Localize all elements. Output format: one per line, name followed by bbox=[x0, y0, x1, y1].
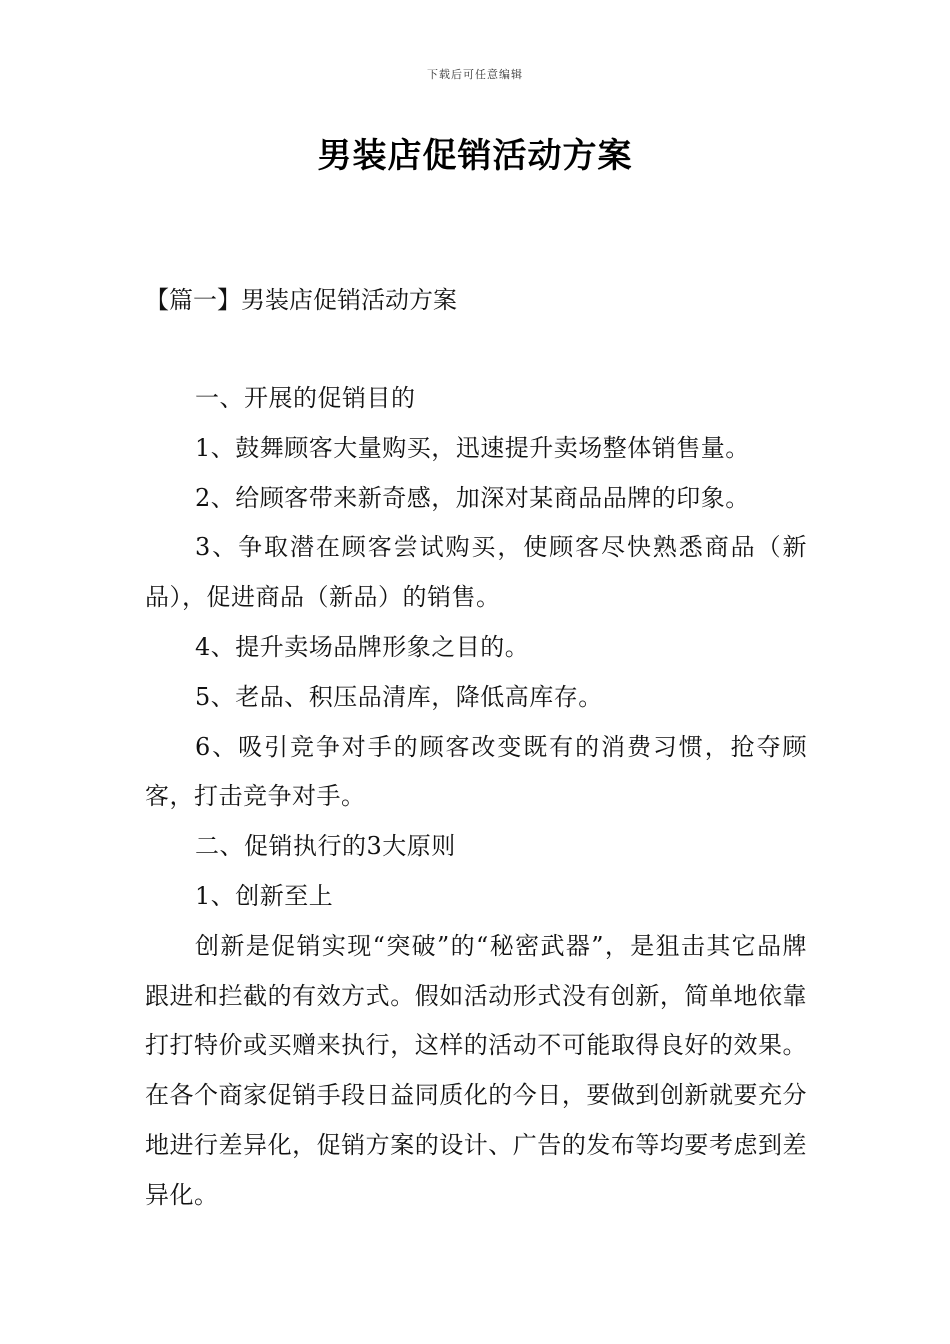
purpose-item-4: 4、提升卖场品牌形象之目的。 bbox=[195, 632, 530, 661]
heading-promotion-purpose: 一、开展的促销目的 bbox=[195, 384, 416, 412]
header-note: 下载后可任意编辑 bbox=[427, 68, 523, 81]
purpose-item-2: 2、给顾客带来新奇感，加深对某商品品牌的印象。 bbox=[195, 483, 750, 512]
document-title: 男装店促销活动方案 bbox=[317, 136, 633, 176]
principle-1-body: 创新是促销实现“突破”的“秘密武器”，是狙击其它品牌跟进和拦截的有效方式。假如活动形式没有创新，简单地依靠打打特价或买赠来执行，这样的活动不可能取得良好的效果。在各个商家促销手段日益同质化的今日，要做到创新就要充分地进行差异化，促销方案的设计、广告的发布等均要考虑到差异化。 bbox=[145, 931, 807, 1209]
purpose-item-6: 6、吸引竞争对手的顾客改变既有的消费习惯，抢夺顾客，打击竞争对手。 bbox=[145, 732, 807, 811]
purpose-item-3: 3、争取潜在顾客尝试购买，使顾客尽快熟悉商品（新品），促进商品（新品）的销售。 bbox=[145, 533, 807, 612]
document-body bbox=[145, 374, 807, 1221]
purpose-item-5: 5、老品、积压品清库，降低高库存。 bbox=[195, 682, 603, 711]
heading-execution-principles: 二、促销执行的3大原则 bbox=[195, 832, 456, 861]
section-heading: 【篇一】男装店促销活动方案 bbox=[145, 286, 457, 314]
purpose-item-1: 1、鼓舞顾客大量购买，迅速提升卖场整体销售量。 bbox=[195, 433, 750, 462]
principle-1-title: 1、创新至上 bbox=[195, 881, 334, 910]
